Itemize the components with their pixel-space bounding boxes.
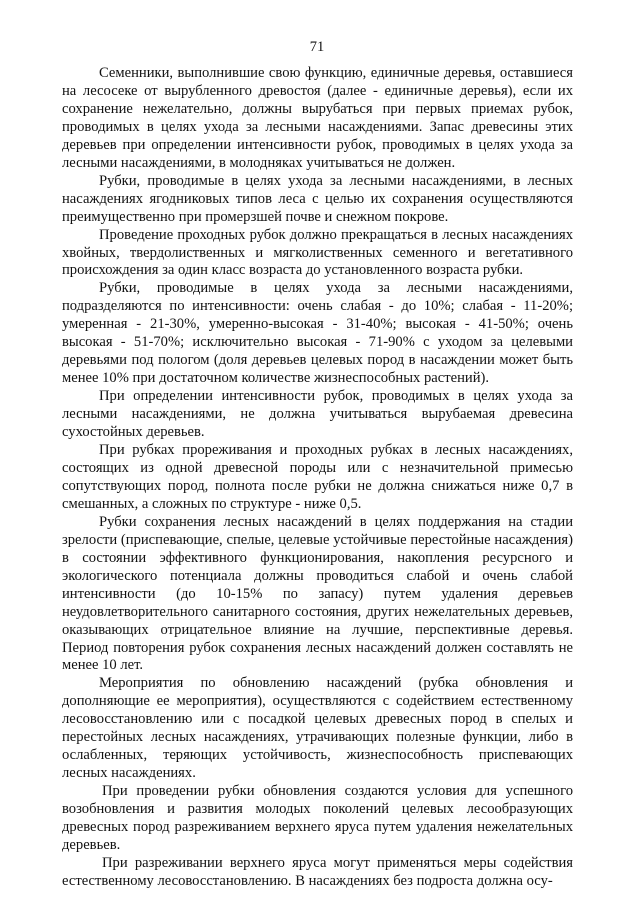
paragraph: Рубки, проводимые в целях ухода за лесными насаждениями, в лесных насаждениях ягодниковых типов леса с целью их сохранения осуществляются преимущественно при промерзшей почве и снежном покрове. <box>62 172 573 225</box>
page-number: 71 <box>309 39 325 55</box>
body-text <box>62 65 573 891</box>
paragraph: При рубках прореживания и проходных рубках в лесных насаждениях, состоящих из одной древесной породы или с незначительной примесью сопутствующих пород, полнота после рубки не должна снижаться ниже 0,7 в смешанных, а сложных по структуре - ниже 0,5. <box>62 442 573 512</box>
paragraph: Семенники, выполнившие свою функцию, единичные деревья, оставшиеся на лесосеке от вырубленного древостоя (далее - единичные деревья), если их сохранение нежелательно, должны вырубаться при первых приемах рубок, проводимых в целях ухода за лесными насаждениями. Запас древесины этих деревьев при определении интенсивности рубок, проводимых в целях ухода за лесными насаждениями, в молодняках учитываться не должен. <box>62 65 573 171</box>
paragraph: При определении интенсивности рубок, проводимых в целях ухода за лесными насаждениями, не должна учитываться вырубаемая древесина сухостойных деревьев. <box>62 388 573 441</box>
paragraph: Мероприятия по обновлению насаждений (рубка обновления и дополняющие ее мероприятия), осуществляются с содействием естественному лесовосстановлению или с посадкой целевых древесных пород в спелых и перестойных лесных насаждениях, утрачивающих полезные функции, либо в ослабленных, теряющих устойчивость, жизнеспособность приспевающих лесных насаждениях. <box>62 675 573 782</box>
paragraph: Проведение проходных рубок должно прекращаться в лесных насаждениях хвойных, твердолиственных и мягколиственных семенного и вегетативного происхождения за один класс возраста до установленного возраста рубки. <box>62 226 573 279</box>
paragraph: При проведении рубки обновления создаются условия для успешного возобновления и развития молодых поколений целевых лесообразующих древесных пород разреживанием верхнего яруса путем удаления нежелательных деревьев. <box>62 783 573 853</box>
paragraph: При разреживании верхнего яруса могут применяться меры содействия естественному лесовосстановлению. В насаждениях без подроста должна осу- <box>62 854 573 889</box>
paragraph: Рубки сохранения лесных насаждений в целях поддержания на стадии зрелости (приспевающие, спелые, целевые устойчивые перестойные насаждения) в состоянии эффективного функционирования, накопления ресурсного и экологического потенциала должны проводиться слабой и очень слабой интенсивности (до 10-15% по запасу) путем удаления деревьев неудовлетворительного санитарного состояния, других нежелательных деревьев, оказывающих отрицательное влияние на лучшие, перспективные деревья. Период повторения рубок сохранения лесных насаждений должен составлять не менее 10 лет. <box>62 513 573 674</box>
paragraph: Рубки, проводимые в целях ухода за лесными насаждениями, подразделяются по интенсивности: очень слабая - до 10%; слабая - 11-20%; умеренная - 21-30%, умеренно-высокая - 31-40%; высокая - 41-50%; очень высокая - 51-70%; исключительно высокая - 71-90% с уходом за целевыми деревьями под пологом (доля деревьев целевых пород в насаждении может быть менее 10% при достаточном количестве жизнеспособных растений). <box>62 280 573 387</box>
